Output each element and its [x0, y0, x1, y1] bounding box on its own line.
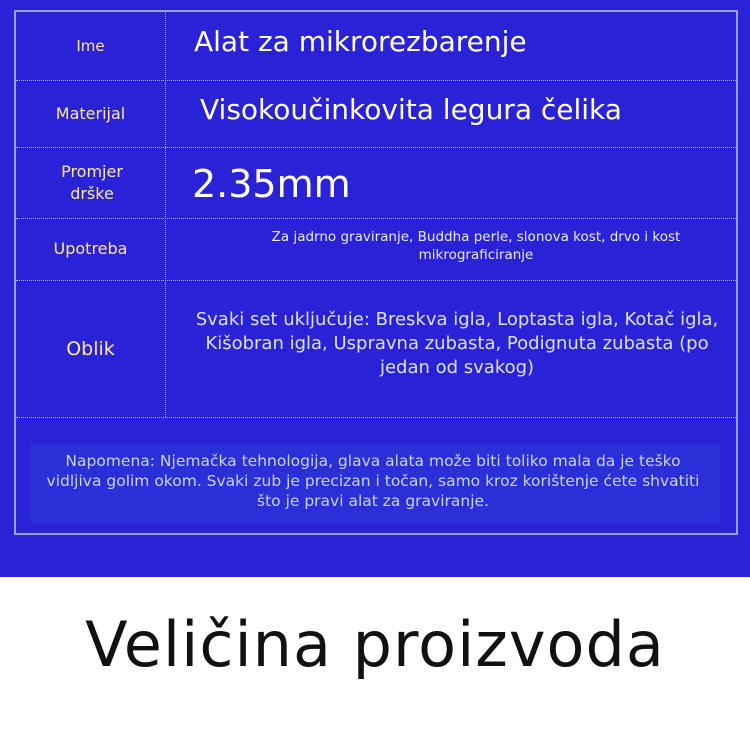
column-divider	[165, 12, 166, 417]
label-ime: Ime	[76, 37, 105, 55]
value-ime: Alat za mikrorezbarenje	[194, 25, 527, 58]
row-divider	[16, 417, 736, 418]
note-text: Napomena: Njemačka tehnologija, glava alata može biti toliko mala da je teško vidljiva golim okom. Svaki zub je precizan i točan, samo kroz korištenje ćete shvatiti što je pravi alat za graviranje.	[46, 452, 700, 510]
label-promjer-drske: Promjer drške	[61, 161, 123, 203]
value-materijal: Visokoučinkovita legura čelika	[200, 93, 622, 126]
label-oblik: Oblik	[66, 337, 115, 360]
value-upotreba: Za jadrno graviranje, Buddha perle, slonova kost, drvo i kost mikrograficiranje	[271, 229, 681, 263]
value-oblik: Svaki set uključuje: Breskva igla, Loptasta igla, Kotač igla, Kišobran igla, Uspravna zubasta, Podignuta zubasta (po jedan od svakog)	[195, 309, 719, 378]
value-promjer-drske: 2.35mm	[192, 162, 351, 206]
footer-title: Veličina proizvoda	[85, 608, 665, 681]
label-upotreba: Upotreba	[53, 239, 128, 258]
label-materijal: Materijal	[55, 103, 126, 123]
